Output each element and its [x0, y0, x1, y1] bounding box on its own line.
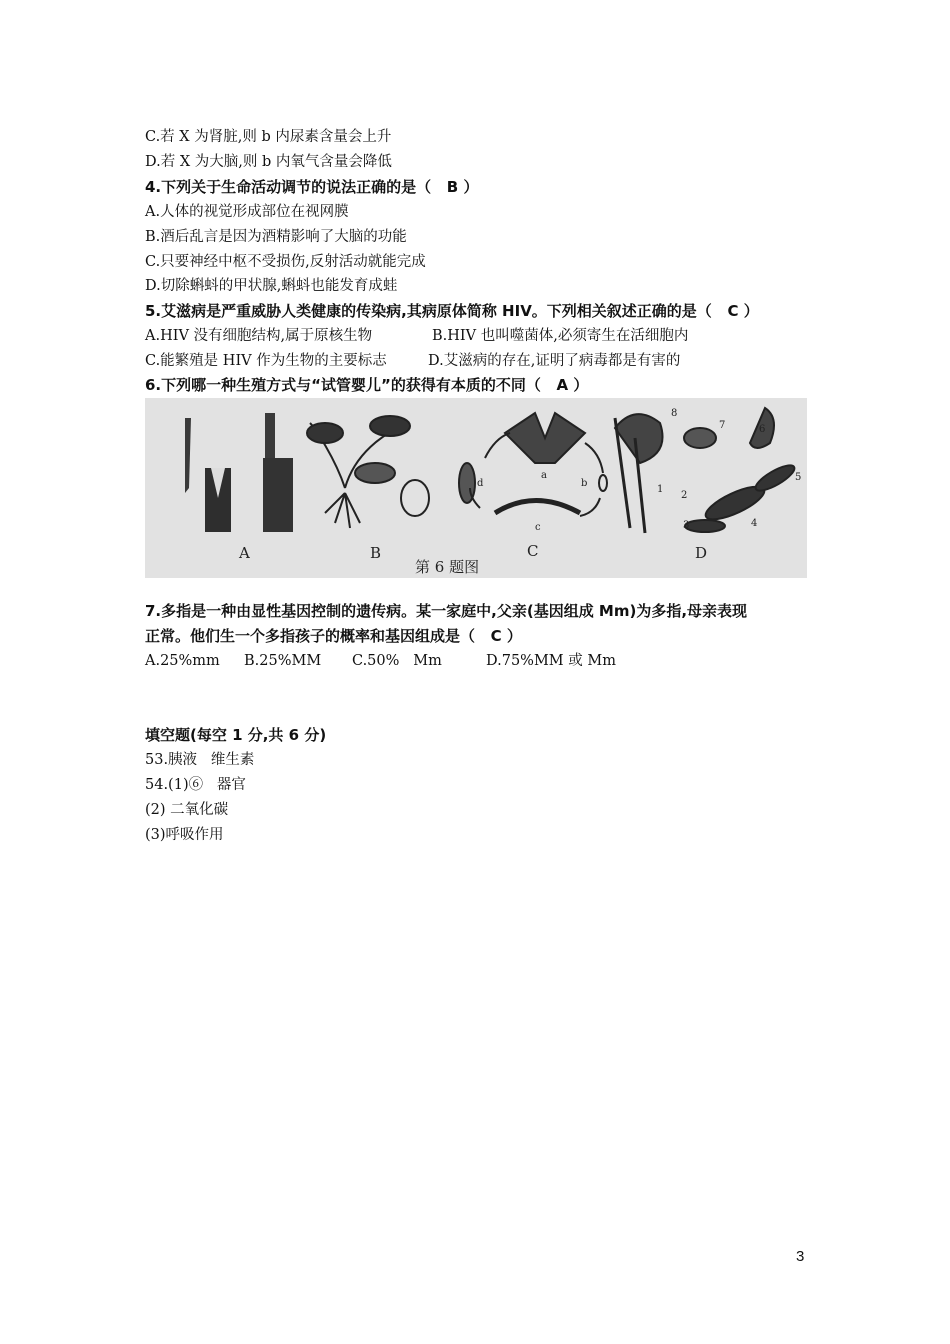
- figure-d-number-5: 5: [795, 472, 802, 483]
- figure-c-life-cycle: [459, 413, 607, 560]
- q4-option-c: C.只要神经中枢不受损伤,反射活动就能完成: [145, 254, 426, 270]
- figure-d-number-8: 8: [671, 408, 678, 419]
- q3-option-d: D.若 X 为大脑,则 b 内氧气含量会降低: [145, 154, 392, 170]
- figure-d-number-3: 3: [683, 520, 690, 531]
- q4-option-d: D.切除蝌蚪的甲状腺,蝌蚪也能发育成蛙: [145, 278, 398, 294]
- figure-caption: 第 6 题图: [415, 558, 480, 576]
- figure-d-number-1: 1: [657, 484, 664, 495]
- figure-d-frog-cycle: [615, 408, 801, 562]
- figure-c-letter-d: d: [477, 478, 484, 489]
- question-7-line-2: 正常。他们生一个多指孩子的概率和基因组成是（ C ）: [145, 627, 522, 645]
- q7-option-b: B.25%MM: [244, 653, 322, 669]
- figure-a-grafting: [185, 413, 293, 562]
- q4-option-a: A.人体的视觉形成部位在视网膜: [145, 204, 349, 220]
- figure-label-a: A: [239, 544, 250, 562]
- figure-d-number-7: 7: [719, 420, 726, 431]
- figure-d-number-4: 4: [751, 518, 758, 529]
- figure-label-d: D: [695, 544, 708, 562]
- reproduction-illustrations: [145, 398, 807, 578]
- figure-c-letter-c: c: [535, 522, 541, 533]
- q3-option-c: C.若 X 为肾脏,则 b 内尿素含量会上升: [145, 129, 392, 145]
- question-5: 5.艾滋病是严重威胁人类健康的传染病,其病原体简称 HIV。下列相关叙述正确的是（ C ）: [145, 302, 759, 320]
- figure-label-c: C: [527, 542, 539, 560]
- answer-53: 53.胰液 维生素: [145, 752, 255, 768]
- q7-option-d: D.75%MM 或 Mm: [486, 653, 616, 669]
- q7-option-c: C.50% Mm: [352, 653, 442, 669]
- q5-option-d: D.艾滋病的存在,证明了病毒都是有害的: [428, 353, 681, 369]
- q5-option-a: A.HIV 没有细胞结构,属于原核生物: [145, 328, 373, 344]
- fill-in-section-title: 填空题(每空 1 分,共 6 分): [145, 726, 327, 744]
- figure-b-tuber: [307, 416, 429, 562]
- figure-d-number-2: 2: [681, 490, 688, 501]
- q4-option-b: B.酒后乱言是因为酒精影响了大脑的功能: [145, 229, 407, 245]
- question-7-line-1: 7.多指是一种由显性基因控制的遗传病。某一家庭中,父亲(基因组成 Mm)为多指,母亲表现: [145, 602, 748, 620]
- question-6: 6.下列哪一种生殖方式与“试管婴儿”的获得有本质的不同（ A ）: [145, 376, 589, 394]
- question-4: 4.下列关于生命活动调节的说法正确的是（ B ）: [145, 178, 479, 196]
- answer-54-2: (2) 二氧化碳: [145, 802, 229, 818]
- q5-option-c: C.能繁殖是 HIV 作为生物的主要标志: [145, 353, 387, 369]
- answer-54-3: (3)呼吸作用: [145, 827, 224, 843]
- question-6-figure: [145, 398, 807, 578]
- figure-label-b: B: [370, 544, 382, 562]
- figure-c-letter-b: b: [581, 478, 588, 489]
- page-number: 3: [796, 1248, 805, 1265]
- q7-option-a: A.25%mm: [145, 653, 220, 669]
- figure-c-letter-a: a: [541, 470, 547, 481]
- answer-54-1: 54.(1)⑥ 器官: [145, 777, 246, 793]
- figure-d-number-6: 6: [759, 424, 766, 435]
- q5-option-b: B.HIV 也叫噬菌体,必须寄生在活细胞内: [432, 328, 689, 344]
